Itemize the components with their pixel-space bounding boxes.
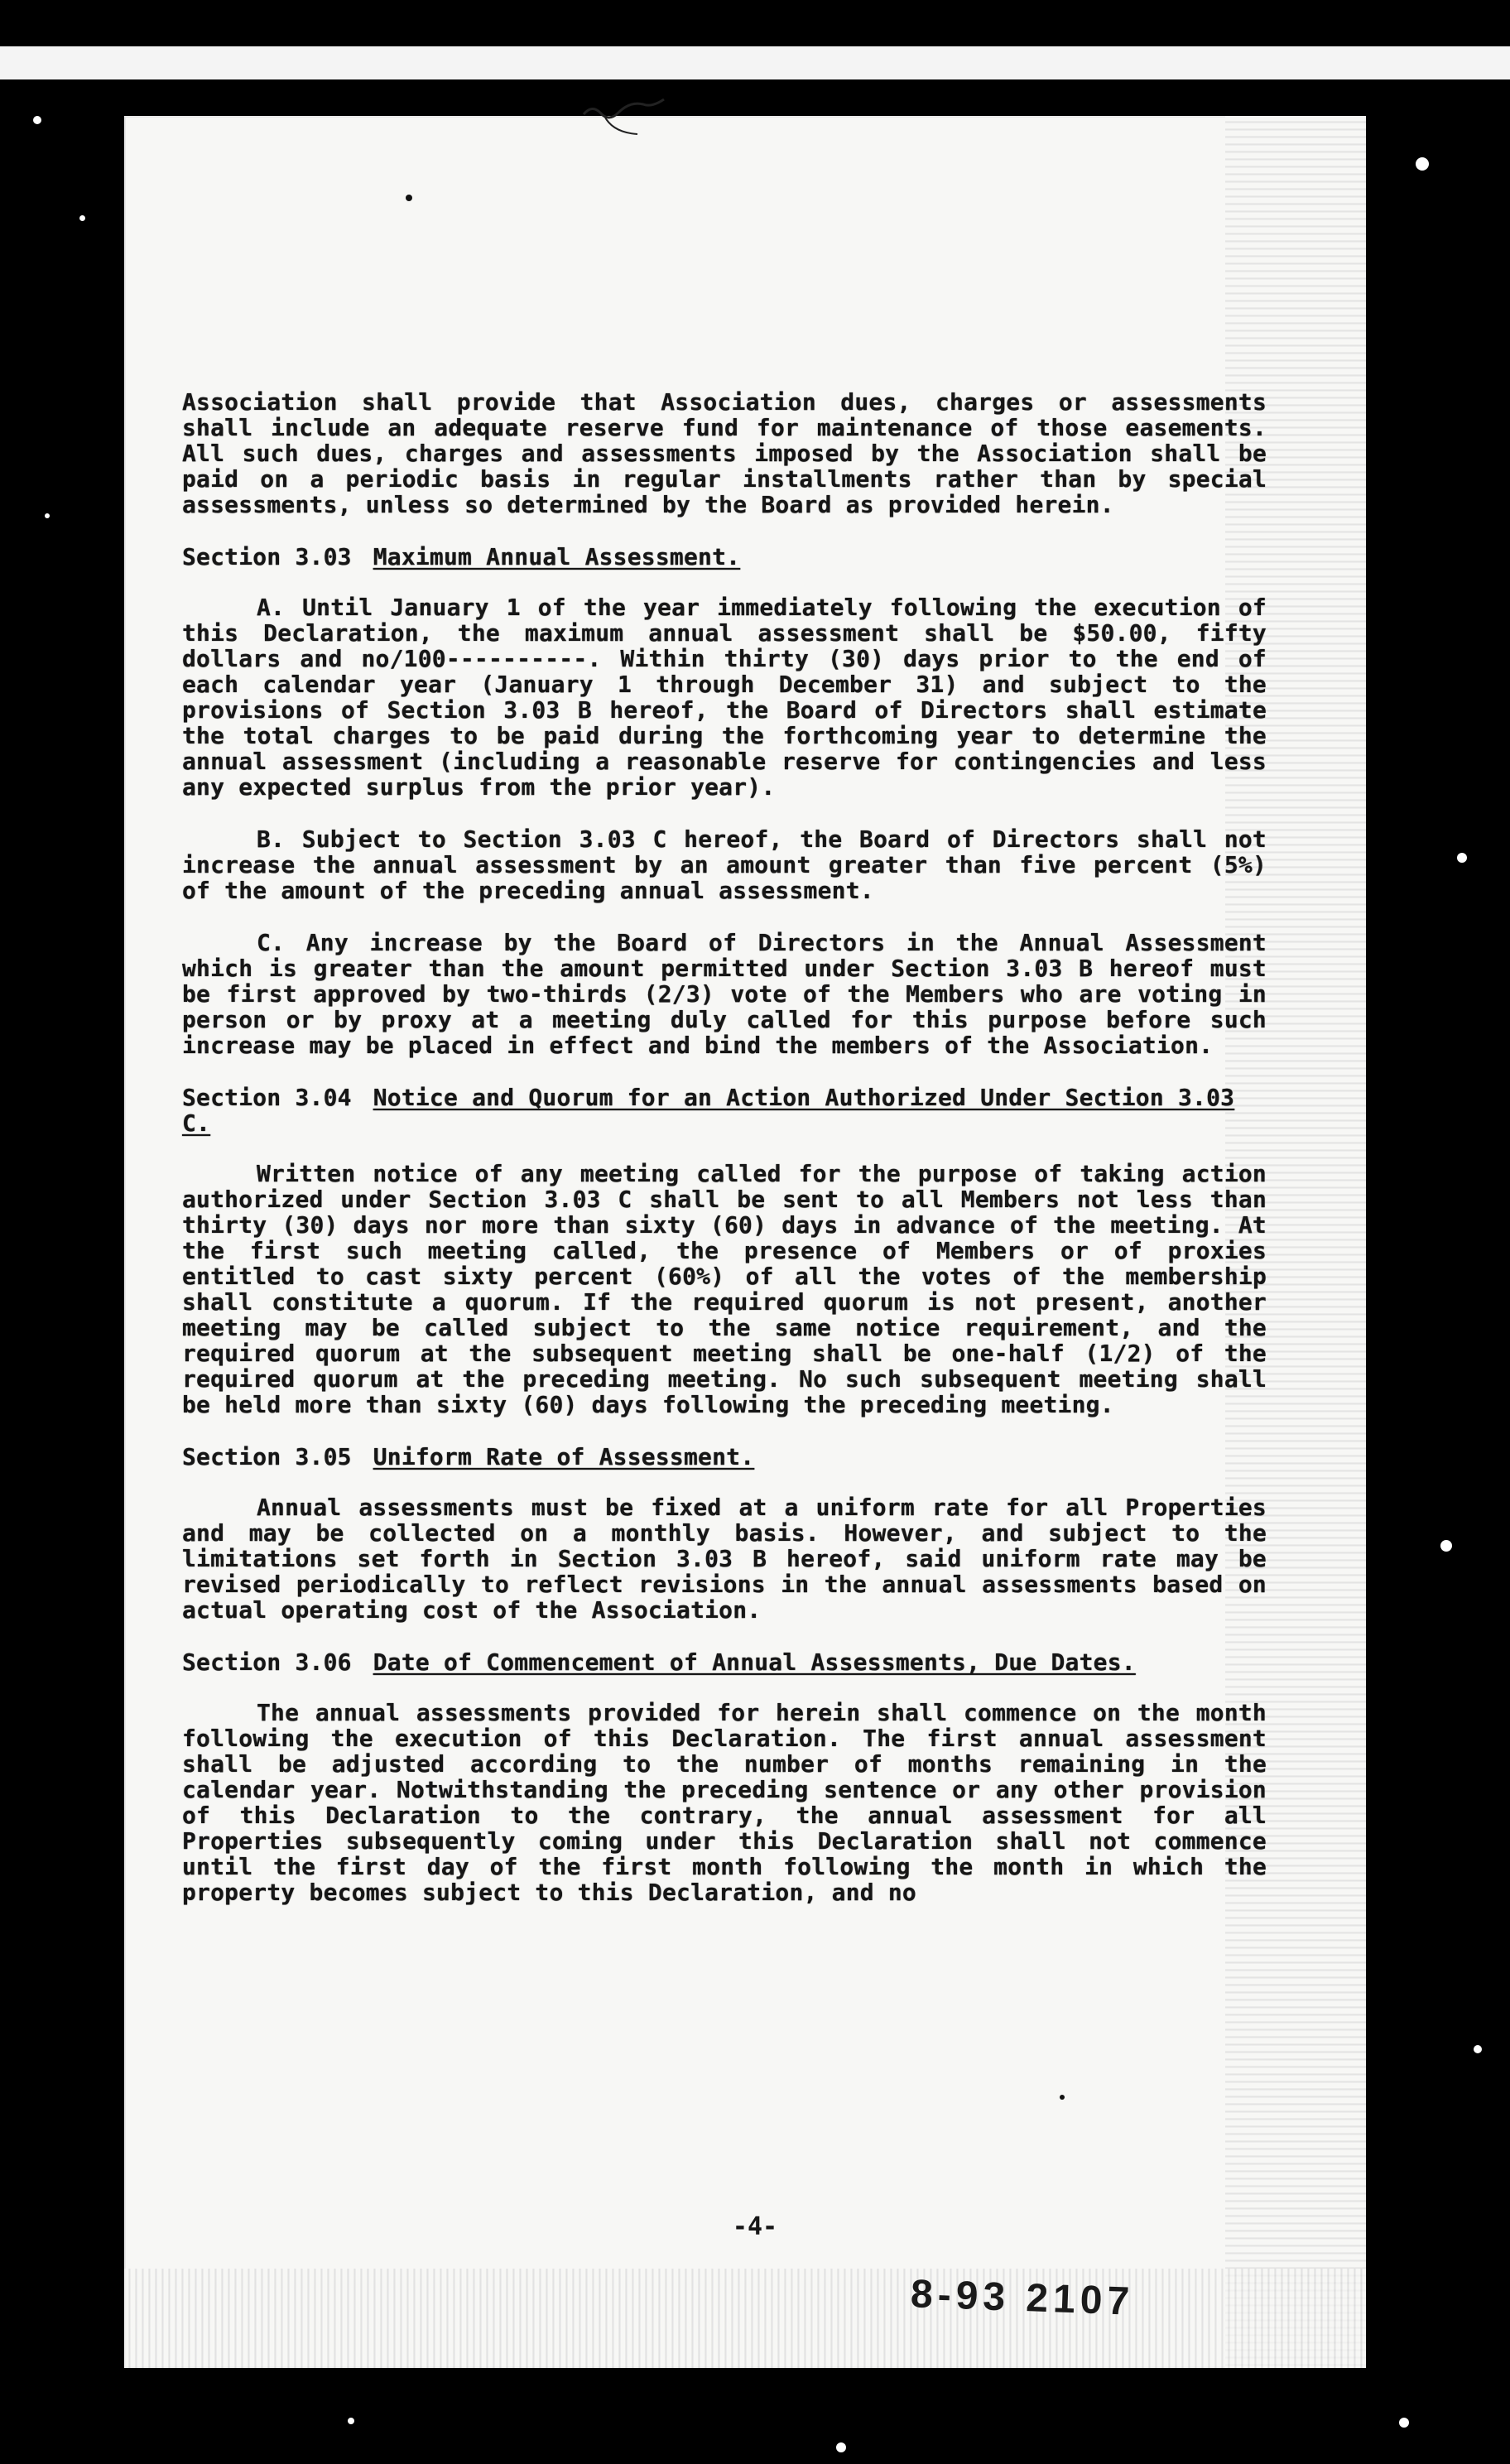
section-3-04-paragraph: Written notice of any meeting called for the purpose of taking action authorized under Section 3.03 C shall be sent to all Members not less than thirty (30) days nor more than sixty (60) days in advance of the meeting. At the first such meeting called, the presence of Members or of proxies entitled to cast sixty percent (60%) of all the votes of the membership shall constitute a quorum. If the required quorum is not present, another meeting may be called subject to the same notice requirement, and the required quorum at the subsequent meeting shall be one-half (1/2) of the required quorum at the preceding meeting. No such subsequent meeting shall be held more than sixty (60) days following the preceding meeting. (182, 1160, 1267, 1418)
scan-top-strip (0, 46, 1510, 79)
scan-speck (1457, 853, 1467, 863)
scan-speck (33, 116, 41, 124)
section-number: Section 3.03 (182, 543, 352, 570)
scan-speck (348, 2418, 354, 2424)
section-title: Uniform Rate of Assessment. (373, 1443, 755, 1470)
section-number: Section 3.04 (182, 1084, 352, 1111)
scan-bottom-noise (124, 2269, 1366, 2368)
section-number: Section 3.06 (182, 1648, 352, 1676)
section-title: Date of Commencement of Annual Assessments, Due Dates. (373, 1648, 1136, 1676)
scan-speck (1416, 157, 1429, 171)
section-3-05-paragraph: Annual assessments must be fixed at a uniform rate for all Properties and may be collected on a monthly basis. However, and subject to the limitations set forth in Section 3.03 B hereof, said uniform rate may be revised periodically to reflect revisions in the annual assessments based on actual operating cost of the Association. (182, 1494, 1267, 1624)
section-3-04-heading (182, 1085, 1267, 1136)
document-body (182, 389, 1267, 1932)
scan-speck (406, 195, 412, 201)
section-3-05-heading (182, 1444, 1267, 1470)
section-3-03-heading (182, 544, 1267, 570)
page-number: -4- (732, 2212, 778, 2241)
handwritten-mark-icon (579, 98, 671, 139)
section-number: Section 3.05 (182, 1443, 352, 1470)
scan-speck (79, 215, 85, 221)
scan-speck (1440, 1540, 1452, 1552)
record-stamp: 8-93 2107 (910, 2272, 1136, 2324)
section-3-03-paragraph-a: A. Until January 1 of the year immediately following the execution of this Declaration, the maximum annual assessment shall be $50.00, fifty dollars and no/100----------. Within thirty (30) days prior to the end of each calendar year (January 1 through December 31) and subject to the provisions of Section 3.03 B hereof, the Board of Directors shall estimate the total charges to be paid during the forthcoming year to determine the annual assessment (including a reasonable reserve for contingencies and less any expected surplus from the prior year). (182, 594, 1267, 801)
scan-speck (836, 2442, 846, 2452)
section-title: Maximum Annual Assessment. (373, 543, 741, 570)
section-3-03-paragraph-c: C. Any increase by the Board of Directors in the Annual Assessment which is greater than the amount permitted under Section 3.03 B hereof must be first approved by two-thirds (2/3) vote of the Members who are voting in person or by proxy at a meeting duly called for this purpose before such increase may be placed in effect and bind the members of the Association. (182, 929, 1267, 1059)
section-3-06-heading (182, 1649, 1267, 1675)
section-3-03-paragraph-b: B. Subject to Section 3.03 C hereof, the Board of Directors shall not increase the annual assessment by an amount greater than five percent (5%) of the amount of the preceding annual assessment. (182, 825, 1267, 904)
scan-speck (1399, 2418, 1409, 2428)
scan-speck (1060, 2095, 1065, 2100)
section-title: Notice and Quorum for an Action Authorized Under Section 3.03 C. (182, 1084, 1235, 1137)
scan-speck (1474, 2045, 1482, 2053)
scan-speck (45, 513, 50, 518)
section-3-06-paragraph: The annual assessments provided for herein shall commence on the month following the execution of this Declaration. The first annual assessment shall be adjusted according to the number of months remaining in the calendar year. Notwithstanding the preceding sentence or any other provision of this Declaration to the contrary, the annual assessment for all Properties subsequently coming under this Declaration shall not commence until the first day of the first month following the month in which the property becomes subject to this Declaration, and no (182, 1699, 1267, 1906)
intro-paragraph: Association shall provide that Association dues, charges or assessments shall include an adequate reserve fund for maintenance of those easements. All such dues, charges and assessments imposed by the Association shall be paid on a periodic basis in regular installments rather than by special assessments, unless so determined by the Board as provided herein. (182, 388, 1267, 518)
